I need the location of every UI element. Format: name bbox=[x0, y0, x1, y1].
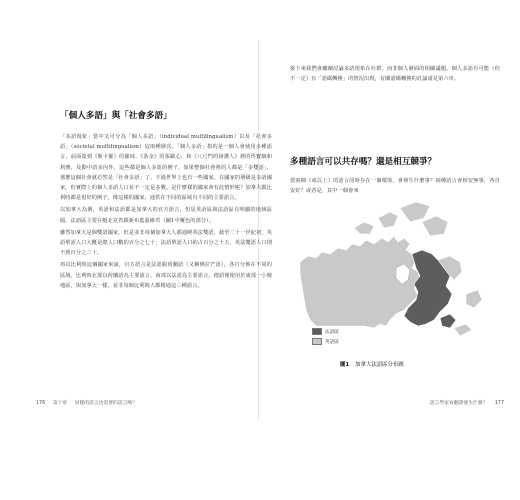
figure-caption bbox=[340, 360, 404, 368]
figure-label: 圖1 bbox=[340, 362, 350, 368]
figure-caption-text: 加拿大法語區分布圖 bbox=[355, 362, 404, 368]
map-nova-scotia bbox=[454, 324, 472, 336]
right-page-footer bbox=[430, 399, 504, 406]
paragraph: 「多語現象」當中又可分為「個人多語」（individual multilingualism）以及「社會多語」（societal multilingualism）這兩種層次。「個人多語」指的是一個人會使用多種語言，前面提到《斯卡羅》的羅妹、《茶金》的張歐心，和《八尺門的辯護人》裡的佟寶駒和莉雅，及動中語多內外，這些都是個人多語的例子，如果整個社會裡的人都是「多雙語」，那麼這個社會就必然是「社會多語」了。不過世界上也有一些國家，在國家的層級是多語國家，但實際上的個人多語人口並不一定是多數。是什麼樣的國家會有此情形呢？加拿大跟比利時都是很好的例子。像這樣的國家，通常在不同的區域有不同的主要語言。 bbox=[60, 134, 272, 202]
left-page-body bbox=[60, 132, 272, 291]
left-page bbox=[36, 58, 276, 413]
legend-label: 英語區 bbox=[325, 339, 339, 345]
paragraph: 再以比利時這個國家來說，官方語言是法語跟荷蘭語（又稱佛拉芒語），各自分佈在不同的區域，比利時北部以荷蘭語為主要語言，南部以法語為主要語言，德語僅使用於東部一小塊地區，與加拿大一樣，並非每個比利時人都精通這三種語言。 bbox=[60, 262, 272, 289]
paragraph: 雖然加拿大是個雙語國家，但是並非每個加拿大人都通曉英法雙語，截至二十一世紀初，英語單語人口大概是總人口數的百分之七十，法語單語人口約占百分之十五，英法雙語人口則不到百分之二十。 bbox=[60, 229, 272, 257]
section-heading-coexistence: 多種語言可以共存嗎？還是相互競爭？ bbox=[290, 157, 437, 167]
map-legend bbox=[312, 328, 339, 348]
chapter-label: 第十章 bbox=[52, 401, 68, 406]
left-page-footer bbox=[36, 399, 137, 406]
paragraph: 當兩個（或以上）的語言同時存在一個環境，會發生什麼事？兩種語言會相安無事，各自安好？或者是，其中一個會來 bbox=[290, 178, 500, 195]
page-number: 177 bbox=[494, 401, 504, 406]
running-head: 同樣的語言也需要的語言嗎？ bbox=[74, 401, 137, 406]
running-head: 語言學家看翻譯發生什麼？ bbox=[429, 401, 488, 406]
page-number: 176 bbox=[36, 401, 46, 406]
legend-item-french bbox=[312, 328, 339, 335]
map-arctic-island bbox=[400, 202, 430, 222]
legend-item-english bbox=[312, 338, 339, 345]
map-new-brunswick bbox=[440, 314, 456, 328]
map-arctic-island bbox=[354, 222, 374, 234]
section-heading-multilingualism: 「個人多語」與「社會多語」 bbox=[60, 111, 172, 121]
canada-map bbox=[294, 198, 490, 382]
intro-paragraph: 接下來我們會繼續討論多語現象在社群，而非個人層面的相關議題。個人多語有可能（但不一定）有「語碼轉換」的情況出現，有關語碼轉換的討論請見第六章。 bbox=[290, 66, 500, 83]
legend-swatch bbox=[312, 328, 322, 335]
right-page bbox=[282, 58, 504, 413]
paragraph: 以加拿大為例，英語和法語都是加拿大的官方語言，但是英語區與法語區有明顯的地域區隔，法語區主要在魁北克省跟新布藍茲維省（圖1中覆色的部分）。 bbox=[60, 207, 272, 224]
map-newfoundland bbox=[466, 290, 482, 308]
legend-swatch bbox=[312, 338, 322, 345]
map-arctic-island bbox=[378, 212, 398, 228]
legend-label: 法語區 bbox=[325, 329, 339, 335]
map-arctic-island bbox=[422, 216, 448, 236]
